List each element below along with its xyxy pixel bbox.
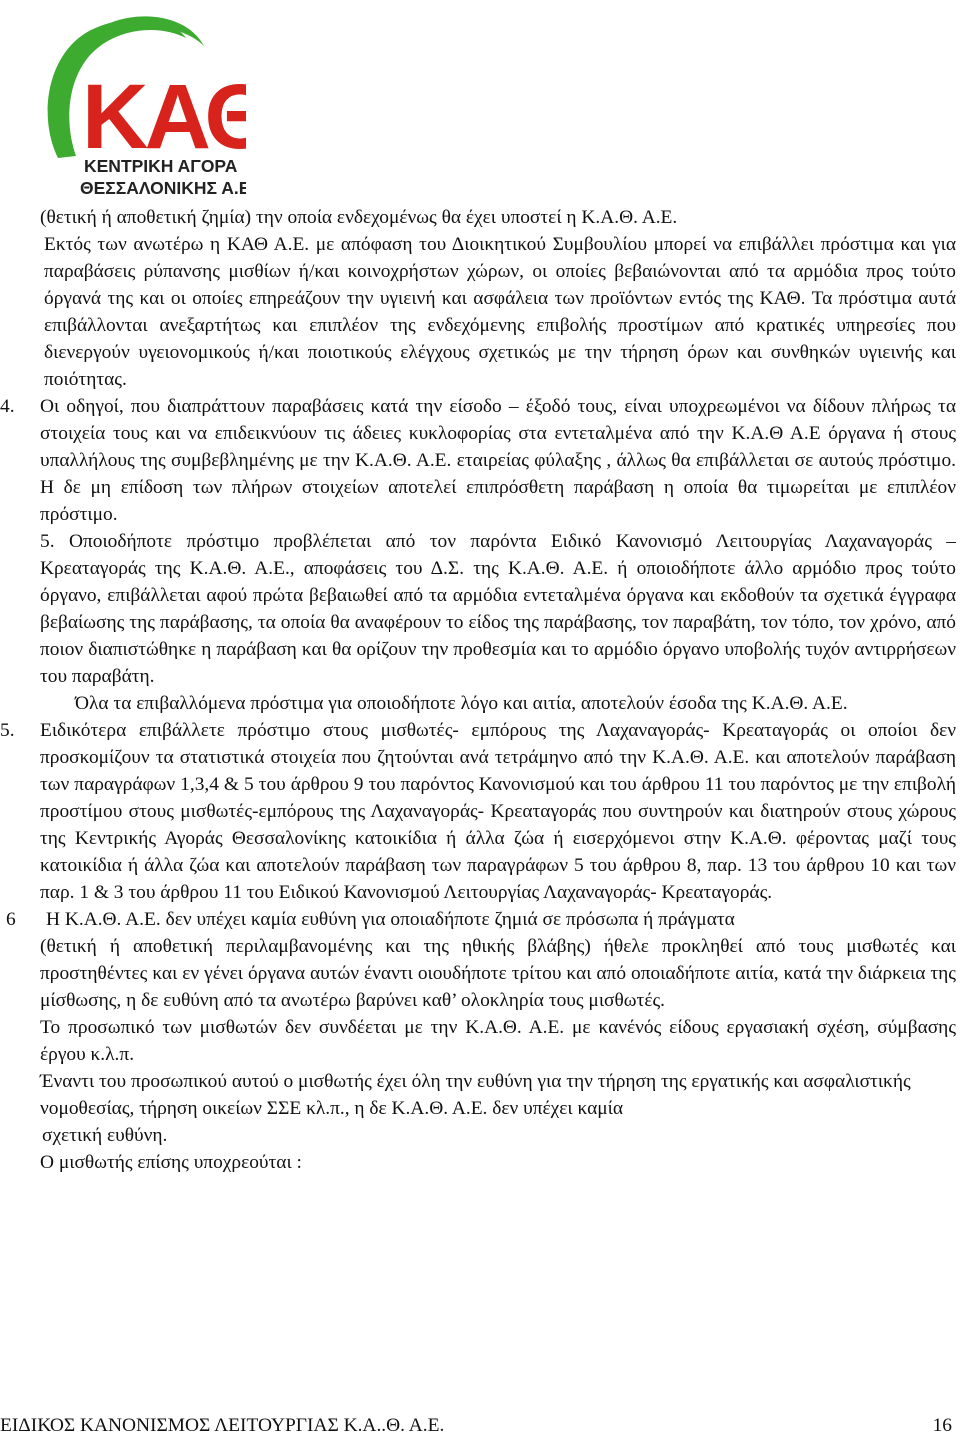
paragraph-statistics-penalty: Ειδικότερα επιβάλλετε πρόστιμο στους μισθωτές- εμπόρους της Λαχαναγοράς- Κρεαταγοράς οι οποίοι δεν προσκομίζουν τα στατιστικά στοιχεία που ζητούνται ανά τετράμηνο από την Κ.Α.Θ. Α.Ε. και αποτελούν παράβαση των παραγράφων 1,3,4 & 5 του άρθρου 9 του παρόντος Κανονισμού και του άρθρου 11 του παρόντος με την επιβολή προστίμου στους μισθωτές-εμπόρους της Λαχαναγοράς- Κρεαταγοράς που συντηρούν και διατηρούν στους χώρους της Κεντρικής Αγοράς Θεσσαλονίκης κατοικίδια ή άλλα ζώα ή εισερχόμενοι στην Κ.Α.Θ. φέροντας μαζί τους κατοικίδια ή άλλα ζώα και αποτελούν παράβαση των παραγράφων 5 του άρθρου 8, παρ. 13 του άρθρου 10 και των παρ. 1 & 3 του άρθρου 11 του Ειδικού Κανονισμού Λειτουργίας Λαχαναγοράς- Κρεαταγοράς. [40, 720, 956, 903]
page-footer [0, 1413, 960, 1439]
document-body [0, 204, 960, 1176]
paragraph-penalties-pollution: Εκτός των ανωτέρω η ΚΑΘ Α.Ε. με απόφαση του Διοικητικού Συμβουλίου μπορεί να επιβάλλει πρόστιμα και για παραβάσεις ρύπανσης μισθίων ή/και κοινοχρήστων χώρων, οι οποίες βεβαιώνονται από τα αρμόδια προς τούτο όργανά της και οι οποίες επηρεάζουν την υγιεινή και ασφάλεια των προϊόντων εντός της ΚΑΘ. Τα πρόστιμα αυτά επιβάλλονται ανεξαρτήτως και επιπλέον της ενδεχόμενης επιβολής προστίμων από κρατικές υπηρεσίες που διενεργούν υγειονομικούς ή/και ποιοτικούς ελέγχους σχετικώς με την τήρηση όρων και συνθηκών υγιεινής και ποιότητας. [44, 234, 956, 390]
item-number-4: 4. [0, 396, 15, 417]
paragraph-penalty-revenue: Όλα τα επιβαλλόμενα πρόστιμα για οποιοδήποτε λόγο και αιτία, αποτελούν έσοδα της Κ.Α.Θ. Α.Ε. [75, 693, 848, 714]
item-6 [0, 906, 960, 933]
footer-title: ΕΙΔΙΚΟΣ ΚΑΝΟΝΙΣΜΟΣ ΛΕΙΤΟΥΡΓΙΑΣ Κ.Α..Θ. Α.Ε. [0, 1415, 445, 1436]
paragraph-drivers: Οι οδηγοί, που διαπράττουν παραβάσεις κατά την είσοδο – έξοδό τους, είναι υποχρεωμένοι να δίδουν πλήρως τα στοιχεία τους και να επιδεικνύουν τις άδειες κυκλοφορίας στα εντεταλμένα από την Κ.Α.Θ Α.Ε όργανα ή στους υπαλλήλους της συμβεβλημένης με την Κ.Α.Θ. Α.Ε. εταιρείας φύλαξης , άλλως θα επιβάλλεται σε αυτούς πρόστιμο. Η δε μη επίδοση των πλήρων στοιχείων αποτελεί επιπρόσθετη παράβαση η οποία θα τιμωρείται με επιπλέον πρόστιμο. [40, 396, 956, 525]
paragraph-damage-continuation: (θετική ή αποθετική ζημία) την οποία ενδεχομένως θα έχει υποστεί η Κ.Α.Θ. Α.Ε. [40, 207, 678, 228]
logo-letters: ΚΑΘ [82, 66, 246, 168]
item-4 [0, 393, 960, 528]
paragraph-no-liability: σχετική ευθύνη. [42, 1125, 168, 1146]
logo-line1: ΚΕΝΤΡΙΚΗ ΑΓΟΡΑ [84, 156, 238, 176]
logo-line2: ΘΕΣΣΑΛΟΝΙΚΗΣ Α.Ε [80, 178, 246, 198]
paragraph-penalty-procedure: 5. Οποιοδήποτε πρόστιμο προβλέπεται από τον παρόντα Ειδικό Κανονισμό Λειτουργίας Λαχαναγοράς – Κρεαταγοράς της Κ.Α.Θ. Α.Ε., αποφάσεις του Δ.Σ. της Κ.Α.Θ. Α.Ε. ή οποιοδήποτε άλλο αρμόδιο προς τούτο όργανο, επιβάλλεται αφού πρώτα βεβαιωθεί από τα αρμόδια εντεταλμένα όργανα και εκδοθούν τα σχετικά έγγραφα βεβαίωσης της παράβασης, τα οποία θα αναφέρουν το είδος της παράβασης, τον παραβάτη, τον τόπο, τον χρόνο, από ποιον διαπιστώθηκε η παράβαση και θα ορίζουν την προθεσμία και το αρμόδιο όργανο υποβολής τυχόν αντιρρήσεων του παραβάτη. [40, 531, 956, 687]
item-number-6: 6 [6, 909, 16, 930]
paragraph-liability-heading: Η Κ.Α.Θ. Α.Ε. δεν υπέχει καμία ευθύνη για οποιαδήποτε ζημιά σε πρόσωπα ή πράγματα [46, 909, 735, 930]
kath-logo-graphic [36, 8, 246, 198]
paragraph-staff-relation: Το προσωπικό των μισθωτών δεν συνδέεται με την Κ.Α.Θ. Α.Ε. με κανένός είδους εργασιακή σχέση, σύμβασης έργου κ.λ.π. [40, 1017, 956, 1065]
page-number: 16 [932, 1415, 952, 1436]
item-number-5: 5. [0, 720, 15, 741]
paragraph-staff-liability: Έναντι του προσωπικού αυτού ο μισθωτής έχει όλη την ευθύνη για την τήρηση της εργατικής και ασφαλιστικής νομοθεσίας, τήρηση οικείων ΣΣΕ κλ.π., η δε Κ.Α.Θ. Α.Ε. δεν υπέχει καμία [40, 1071, 911, 1119]
paragraph-liability-detail: (θετική ή αποθετική περιλαμβανομένης και της ηθικής βλάβης) ήθελε προκληθεί από τους μισθωτές και προστηθέντες και εν γένει όργανα αυτών έναντι οιουδήποτε τρίτου και από οποιαδήποτε αιτία, κατά την διάρκεια της μίσθωσης, η δε ευθύνη από τα ανωτέρω βαρύνει καθ’ ολοκληρία τους μισθωτές. [40, 936, 956, 1011]
item-5 [0, 717, 960, 906]
logo-green-swoosh-top [96, 16, 204, 46]
logo [36, 8, 246, 198]
paragraph-tenant-obligations: Ο μισθωτής επίσης υποχρεούται : [40, 1152, 302, 1173]
